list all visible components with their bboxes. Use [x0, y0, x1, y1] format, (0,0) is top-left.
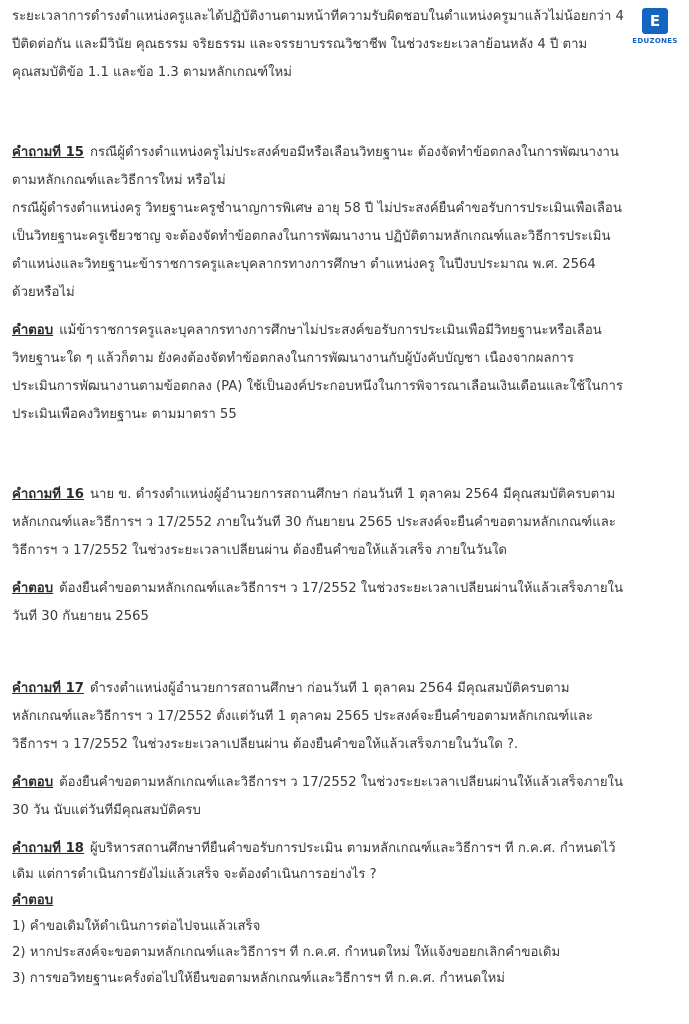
- intro-line: ระยะเวลาการดำรงตำแหน่งครูและได้ปฏิบัติงานตามหน้าที่ความรับผิดชอบในตำแหน่งครูมาแล้วไม่น้อยกว่า 4: [12, 9, 624, 24]
- answer-16-label: คำตอบ: [12, 581, 54, 596]
- question-17-line: หลักเกณฑ์และวิธีการฯ ว 17/2552 ตั้งแต่วันที่ 1 ตุลาคม 2565 ประสงค์จะยื่นคำขอตามหลักเกณฑ์และ: [12, 709, 593, 724]
- question-16-text: นาย ข. ดำรงตำแหน่งผู้อำนวยการสถานศึกษา ก่อนวันที่ 1 ตุลาคม 2564 มีคุณสมบัติครบตาม: [89, 487, 616, 502]
- question-17-text: ดำรงตำแหน่งผู้อำนวยการสถานศึกษา ก่อนวันที่ 1 ตุลาคม 2564 มีคุณสมบัติครบตาม: [89, 681, 570, 696]
- answer-18-item: 1) คำขอเดิมให้ดำเนินการต่อไปจนแล้วเสร็จ: [12, 919, 261, 934]
- question-17-label: คำถามที่ 17: [12, 681, 84, 696]
- question-17-line: วิธีการฯ ว 17/2552 ในช่วงระยะเวลาเปลี่ยนผ่าน ต้องยื่นคำขอให้แล้วเสร็จภายในวันใด ?.: [12, 737, 519, 752]
- answer-18-label: คำตอบ: [12, 893, 54, 908]
- answer-18-item: 3) การขอวิทยฐานะครั้งต่อไปให้ยื่นขอตามหลักเกณฑ์และวิธีการฯ ที่ ก.ค.ศ. กำหนดใหม่: [12, 971, 505, 986]
- answer-16-line: วันที่ 30 กันยายน 2565: [12, 609, 149, 624]
- answer-17-line: [12, 774, 639, 792]
- answer-15-line: วิทยฐานะใด ๆ แล้วก็ตาม ยังคงต้องจัดทำข้อตกลงในการพัฒนางานกับผู้บังคับบัญชา เนื่องจากผลการ: [12, 351, 574, 366]
- answer-17-text: ต้องยื่นคำขอตามหลักเกณฑ์และวิธีการฯ ว 17/2552 ในช่วงระยะเวลาเปลี่ยนผ่านให้แล้วเสร็จภายใน: [59, 775, 624, 790]
- answer-17-line: 30 วัน นับแต่วันที่มีคุณสมบัติครบ: [12, 803, 201, 818]
- answer-17-label: คำตอบ: [12, 775, 54, 790]
- question-16-line: หลักเกณฑ์และวิธีการฯ ว 17/2552 ภายในวันที่ 30 กันยายน 2565 ประสงค์จะยื่นคำขอตามหลักเกณฑ์และ: [12, 515, 616, 530]
- question-15-text: กรณีผู้ดำรงตำแหน่งครูไม่ประสงค์ขอมีหรือเลื่อนวิทยฐานะ ต้องจัดทำข้อตกลงในการพัฒนางาน: [89, 145, 619, 160]
- question-15-line: เป็นวิทยฐานะครูเชี่ยวชาญ จะต้องจัดทำข้อตกลงในการพัฒนางาน ปฏิบัติตามหลักเกณฑ์และวิธีการประเมิน: [12, 229, 611, 244]
- answer-15-text: แม้ข้าราชการครูและบุคลากรทางการศึกษาไม่ประสงค์ขอรับการประเมินเพื่อมีวิทยฐานะหรือเลื่อน: [59, 323, 602, 338]
- answer-15-label: คำตอบ: [12, 323, 54, 338]
- question-15-line: ตามหลักเกณฑ์และวิธีการใหม่ หรือไม่: [12, 173, 226, 188]
- question-15-label: คำถามที่ 15: [12, 145, 84, 160]
- answer-15-line: ประเมินการพัฒนางานตามข้อตกลง (PA) ใช้เป็นองค์ประกอบหนึ่งในการพิจารณาเลื่อนเงินเดือนและใช้ในการ: [12, 379, 623, 394]
- question-16-line: [12, 486, 639, 504]
- question-18-text: ผู้บริหารสถานศึกษาที่ยื่นคำขอรับการประเมิน ตามหลักเกณฑ์และวิธีการฯ ที่ ก.ค.ศ. กำหนดไว้: [89, 841, 616, 856]
- answer-18-label-line: [12, 892, 639, 910]
- question-15-line: [12, 144, 639, 162]
- question-16-line: วิธีการฯ ว 17/2552 ในช่วงระยะเวลาเปลี่ยนผ่าน ต้องยื่นคำขอให้แล้วเสร็จ ภายในวันใด: [12, 543, 507, 558]
- logo-letter: E: [642, 8, 668, 34]
- answer-15-line: [12, 322, 639, 340]
- answer-18-item: 2) หากประสงค์จะขอตามหลักเกณฑ์และวิธีการฯ ที่ ก.ค.ศ. กำหนดใหม่ ให้แจ้งขอยกเลิกคำขอเดิม: [12, 945, 561, 960]
- question-15-line: กรณีผู้ดำรงตำแหน่งครู วิทยฐานะครูชำนาญการพิเศษ อายุ 58 ปี ไม่ประสงค์ยื่นคำขอรับการประเมินเพื่อเลื่อน: [12, 201, 622, 216]
- intro-line: ปีติดต่อกัน และมีวินัย คุณธรรม จริยธรรม และจรรยาบรรณวิชาชีพ ในช่วงระยะเวลาย้อนหลัง 4 ปี ตาม: [12, 37, 588, 52]
- answer-16-line: [12, 580, 639, 598]
- question-17-line: [12, 680, 639, 698]
- question-18-label: คำถามที่ 18: [12, 841, 84, 856]
- question-18-line: เดิม แต่การดำเนินการยังไม่แล้วเสร็จ จะต้องดำเนินการอย่างไร ?: [12, 867, 377, 882]
- answer-15-line: ประเมินเพื่อคงวิทยฐานะ ตามมาตรา 55: [12, 407, 237, 422]
- question-18-line: [12, 840, 639, 858]
- question-15-line: ด้วยหรือไม่: [12, 285, 75, 300]
- logo-text: EDUZONES: [632, 37, 678, 45]
- intro-line: คุณสมบัติข้อ 1.1 และข้อ 1.3 ตามหลักเกณฑ์ใหม่: [12, 65, 292, 80]
- answer-16-text: ต้องยื่นคำขอตามหลักเกณฑ์และวิธีการฯ ว 17/2552 ในช่วงระยะเวลาเปลี่ยนผ่านให้แล้วเสร็จภายใน: [59, 581, 624, 596]
- question-16-label: คำถามที่ 16: [12, 487, 84, 502]
- question-15-line: ตำแหน่งและวิทยฐานะข้าราชการครูและบุคลากรทางการศึกษา ตำแหน่งครู ในปีงบประมาณ พ.ศ. 2564: [12, 257, 596, 272]
